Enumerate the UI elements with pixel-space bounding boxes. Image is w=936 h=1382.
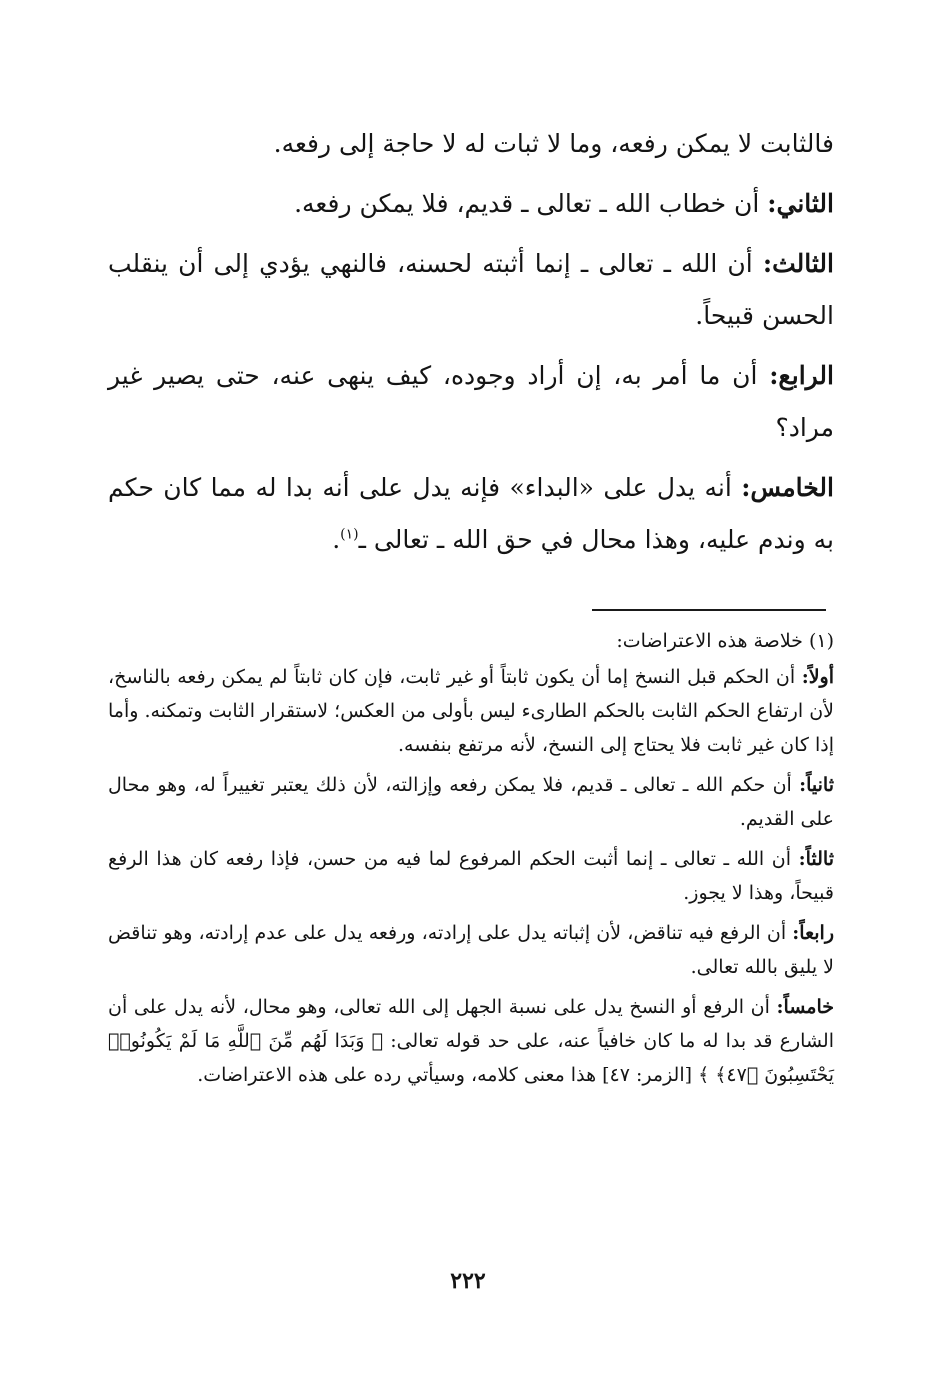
footnote-item-heading: ثانياً:	[799, 774, 834, 796]
paragraph-heading: الخامس:	[741, 473, 834, 502]
footnote-item-heading: رابعاً:	[792, 922, 834, 944]
paragraph-heading: الثالث:	[762, 249, 834, 278]
footnote-item-text: أن الله ـ تعالى ـ إنما أثبت الحكم المرفوع لما فيه من حسن، فإذا رفعه كان هذا الرفع قبيحاً، وهذا لا يجوز.	[108, 848, 834, 904]
paragraph-text: أن خطاب الله ـ تعالى ـ قديم، فلا يمكن رفعه.	[294, 189, 768, 218]
footnote-item-second	[108, 768, 834, 836]
paragraph-text: أن الله ـ تعالى ـ إنما أثبته لحسنه، فالنهي يؤدي إلى أن ينقلب الحسن قبيحاً.	[108, 249, 834, 330]
footnote-item-heading: خامساً:	[776, 996, 834, 1018]
paragraph-heading: الرابع:	[769, 361, 834, 390]
paragraph-text: أنه يدل على «البداء» فإنه يدل على أنه بدا له مما كان حكم به وندم عليه، وهذا محال في حق الله ـ تعالى ـ	[108, 473, 834, 554]
main-text	[108, 118, 834, 574]
paragraph-fifth	[108, 462, 834, 566]
footnote-item-fifth	[108, 990, 834, 1092]
paragraph-second	[108, 178, 834, 230]
footnote-item-heading: أولاً:	[801, 666, 834, 688]
footnote-title-text: (١) خلاصة هذه الاعتراضات:	[616, 630, 834, 652]
footnote-item-text: أن حكم الله ـ تعالى ـ قديم، فلا يمكن رفعه وإزالته، لأن ذلك يعتبر تغييراً له، وهو محال على القديم.	[108, 774, 834, 830]
footnotes	[108, 624, 834, 1098]
footnote-item-third	[108, 842, 834, 910]
footnote-reference: (١)	[340, 526, 359, 543]
footnote-title	[108, 624, 834, 658]
paragraph-third	[108, 238, 834, 342]
page-number: ٢٢٢	[450, 1268, 486, 1294]
footnote-item-text: أن الحكم قبل النسخ إما أن يكون ثابتاً أو غير ثابت، فإن كان ثابتاً لم يمكن رفعه بالناسخ، لأن ارتفاع الحكم الثابت بالحكم الطارىء ليس بأولى من العكس؛ لاستقرار الثابت وتمكنه. وأما إذا كان غير ثابت فلا يحتاج إلى النسخ، لأنه مرتفع بنفسه.	[108, 666, 834, 756]
paragraph-intro	[108, 118, 834, 170]
paragraph-end: .	[332, 525, 341, 554]
footnote-item-first	[108, 660, 834, 762]
paragraph-text: أن ما أمر به، إن أراد وجوده، كيف ينهى عنه، حتى يصير غير مراد؟	[108, 361, 834, 442]
footnote-item-text: أن الرفع أو النسخ يدل على نسبة الجهل إلى الله تعالى، وهو محال، لأنه يدل على أن الشارع قد بدا له ما كان خافياً عنه، على حد قوله تعالى: ﴿ وَبَدَا لَهُم مِّنَ ٱللَّهِ مَا لَمْ يَكُونُوا۟ يَحْتَسِبُونَ ﴿٤٧﴾ ﴾ [الزمر: ٤٧] هذا معنى كلامه، وسيأتي رده على هذه الاعتراضات.	[108, 996, 834, 1086]
paragraph-fourth	[108, 350, 834, 454]
footnote-item-fourth	[108, 916, 834, 984]
paragraph-heading: الثاني:	[767, 189, 834, 218]
footnote-item-heading: ثالثاً:	[798, 848, 834, 870]
footnote-separator	[592, 609, 826, 611]
paragraph-text: فالثابت لا يمكن رفعه، وما لا ثبات له لا حاجة إلى رفعه.	[273, 129, 834, 158]
footnote-item-text: أن الرفع فيه تناقض، لأن إثباته يدل على إرادته، ورفعه يدل على عدم إرادته، وهو تناقض لا يليق بالله تعالى.	[108, 922, 834, 978]
